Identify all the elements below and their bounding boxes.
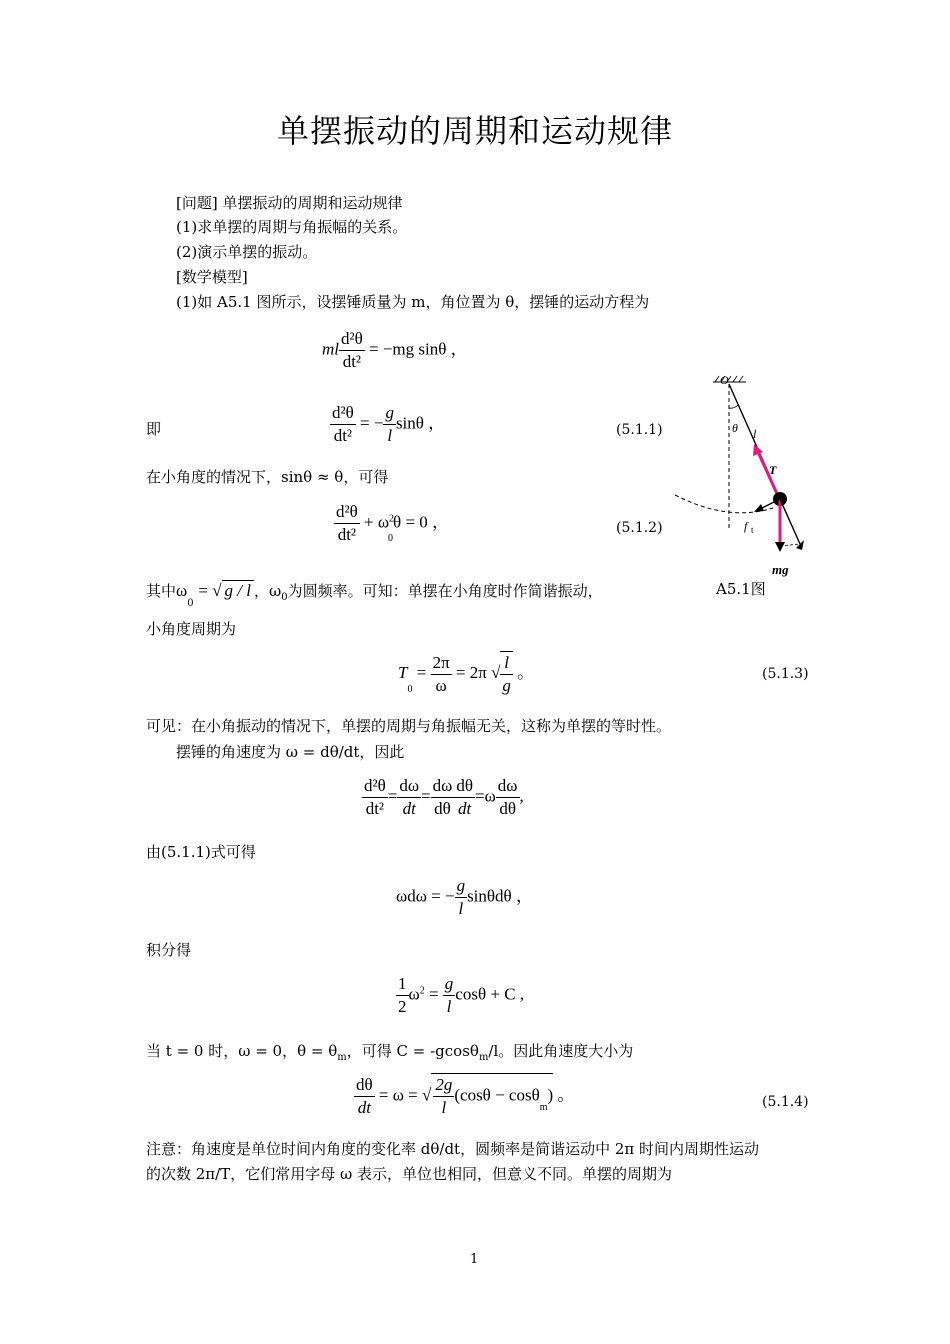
equation-514: $\frac{d\theta}{dt}$ = ω = √ $\frac{2g}{l}$ (cosθ − cosθ$_m$) 。 [356,1075,575,1117]
equation-513: $T_0$ = $\frac{2\pi}{\omega}$ = 2π √ $\frac{l}{g}$ 。 [398,652,535,695]
energy-2: 2 [398,997,407,1016]
eq513-omega0: ω [435,675,447,695]
omega0-sub: 0 [187,598,194,609]
chain-dtheta-2: dθ [454,775,475,798]
eq513-T: T [398,662,408,682]
pendulum-figure [668,370,818,582]
eq511-lhs-frac [330,402,356,447]
eq514-l: l [441,1098,447,1117]
wdw-rhs: sinθdθ ， [467,886,533,906]
eq514-2g: 2g [433,1074,454,1097]
isochronism-text: 可见：在小角振动的情况下，单摆的周期与角振幅无关，这称为单摆的等时性。 [146,717,672,735]
eq513-l: l [500,652,513,675]
eq511-g-over-l [383,402,396,447]
equation-wdw [396,875,533,920]
omega0-symbol: ω [176,581,188,600]
energy-1: 1 [396,973,409,996]
wdw-lhs: ωdω = − [396,886,455,906]
eq513-end: 。 [517,662,535,682]
weight-arrowhead [775,542,785,552]
energy-g: g [443,973,456,996]
theta-arc [729,405,738,408]
eq512-frac [334,501,360,546]
chain-domega-3: dω [496,775,520,798]
small-period-text: 小角度周期为 [146,620,237,638]
page-number: 1 [470,1252,479,1267]
eq514-cos: (cosθ − cosθ [454,1085,540,1105]
eq514-sub-m: m [539,1102,548,1114]
eq-number-513: (5.1.3) [762,666,809,682]
label-mg: mg [772,562,789,577]
omega0-definition: 其中$\omega_0$ = √ g / l ，$\omega_0$为圆频率。可知：单摆在小角度时作简谐振动， [146,581,603,609]
string-extension-head [796,540,804,550]
chain-dtheta-1: dθ [434,799,451,818]
integrate-text: 积分得 [146,941,192,959]
init-a: 当 t = 0 时，ω = 0，θ = θ [146,1042,338,1060]
wdw-l: l [458,899,464,918]
chain-dtheta-3: dθ [499,799,516,818]
eq511-l: l [387,426,393,445]
chain-omega: ω [484,786,496,806]
chain-d2theta: d²θ [362,775,388,798]
chain-dt-2: dt [458,799,472,818]
model-heading: [数学模型] [176,268,248,286]
note-line-2: 的次数 2π/T，它们常用字母 ω 表示，单位也相同，但意义不同。单摆的周期为 [146,1165,672,1183]
eq512-num: d²θ [334,501,360,524]
eq511-g: g [383,402,396,425]
chain-dt-1: dt [402,799,416,818]
angular-velocity-text: 摆锤的角速度为 ω = dθ/dt，因此 [176,743,405,761]
omega0-sub-2: 0 [281,592,288,603]
eq514-dtheta: dθ [354,1074,375,1097]
eq511-eq-sign: = − [360,413,384,433]
eq-motion-rhs: = −mg sinθ ， [369,339,468,359]
chain-domega-2: dω [431,775,455,798]
omega0-sqrt: g / l [222,580,254,601]
initial-condition-text [146,1041,633,1064]
eq513-T-sub: 0 [407,683,413,695]
eq514-close: ) [547,1085,554,1105]
eq513-g: g [502,676,511,695]
chain-dt2: dt² [365,799,385,818]
task-2: (2)演示单摆的振动。 [176,243,318,261]
eq514-end: 。 [557,1085,575,1105]
page-title: 单摆振动的周期和运动规律 [276,112,673,150]
string-extension [780,499,800,544]
label-O: O [720,373,729,387]
from-511-text: 由(5.1.1)式可得 [146,843,256,861]
omega0-def-c: 为圆频率。可知：单摆在小角度时作简谐振动， [287,582,603,600]
init-c: /l。因此角速度大小为 [488,1042,634,1060]
figure-caption: A5.1图 [716,580,766,598]
eq511-den: dt² [333,426,353,445]
wdw-g: g [455,875,468,898]
eq512-sub0: 0 [388,533,394,545]
equation-512: $\frac{\text{d²θ}}{\text{dt²}}$ + $\omega^2_0\theta = 0$ ， [336,502,450,545]
eq514-dt: dt [357,1098,371,1117]
ji-label: 即 [146,420,162,438]
eq513-2pi: 2π [431,652,452,675]
energy-l: l [446,997,452,1016]
label-ft-sub: t [751,525,754,535]
equation-energy: $\frac{1}{2}$ $\omega^2$ = $\frac{g}{l}$ cosθ + C , [398,974,525,1016]
chain-domega-1: dω [397,775,421,798]
tangential-arrowhead [754,504,764,512]
label-ft: f [744,519,748,533]
eq-motion-lhs: ml [322,339,339,359]
eq-number-514: (5.1.4) [762,1094,809,1110]
label-theta: θ [732,421,738,435]
equation-chain-rule: $\frac{\text{d²θ}}{\text{dt²}}$ = $\frac{d\omega}{dt}$ = $\frac{d\omega}{d\theta}$ $\frac{d\theta}{dt}$ =ω $\frac{d\omega}{d\theta}$ , [364,776,524,818]
init-sub-m-2: m [478,1052,489,1063]
eq513-sqrt-frac [500,651,513,697]
note-line-1: 注意：角速度是单位时间内角度的变化率 dθ/dt，圆频率是简谐运动中 2π 时间内周期性运动 [146,1140,760,1158]
eq-number-511: (5.1.1) [616,422,663,438]
label-l: l [753,427,757,441]
chain-end: , [519,786,524,806]
energy-rhs: cosθ + C , [455,984,525,1004]
omega0-def-b: ，ω [254,582,282,600]
eq512-den: dt² [337,525,357,544]
equation-motion [322,328,468,373]
label-T: T [769,463,777,477]
eq-motion-den: dt² [342,352,362,371]
omega0-def-a: 其中 [146,582,177,600]
eq-motion-frac [339,328,365,373]
eq-motion-num: d²θ [339,328,365,351]
eq512-plus: + ω [364,512,390,532]
init-sub-m-1: m [337,1052,347,1063]
equation-511 [330,402,445,447]
task-1: (1)求单摆的周期与角振幅的关系。 [176,218,408,236]
eq512-theta: θ [393,512,406,532]
model-para-1: (1)如 A5.1 图所示，设摆锤质量为 m，角位置为 θ，摆锤的运动方程为 [176,293,650,311]
problem-heading: [问题] 单摆振动的周期和运动规律 [176,194,403,212]
eq511-rhs: sinθ ， [395,413,446,433]
eq511-num: d²θ [330,402,356,425]
eq512-rhs: = 0 ， [405,512,450,532]
init-b: ，可得 C = -gcosθ [346,1042,479,1060]
eq-number-512: (5.1.2) [616,520,663,536]
small-angle-text: 在小角度的情况下，sinθ ≈ θ，可得 [146,468,389,486]
eq513-frac [431,652,452,697]
